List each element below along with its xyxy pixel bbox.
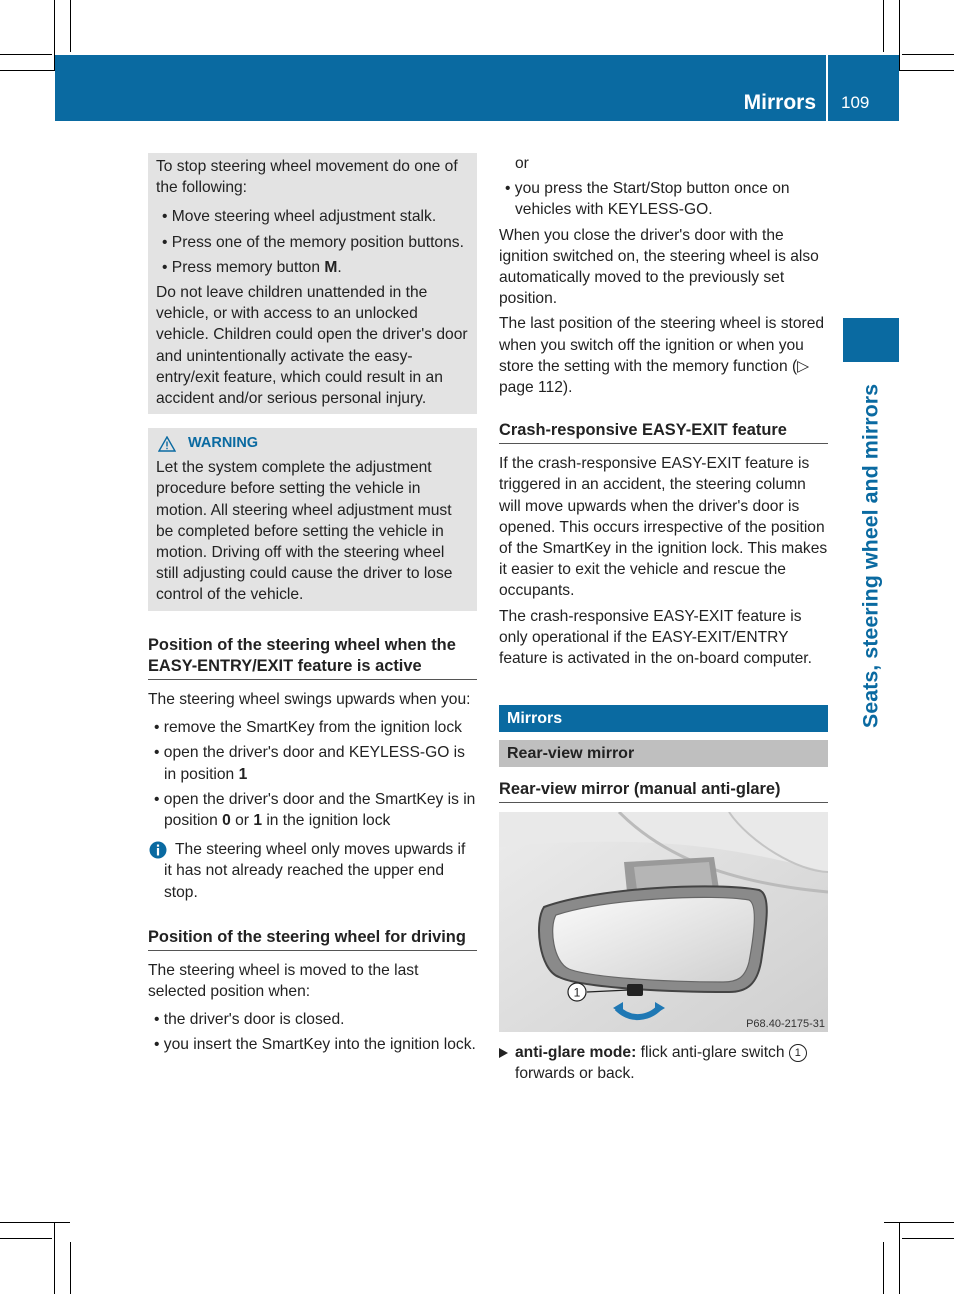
header-divider — [826, 55, 828, 121]
list-item: • remove the SmartKey from the ignition lock — [154, 719, 462, 737]
list-item: • open the driver's door and KEYLESS-GO is in position 1 — [154, 744, 465, 783]
page-header — [55, 55, 899, 121]
section-heading: Crash-responsive EASY-EXIT feature — [499, 420, 828, 444]
crop-mark — [0, 1222, 70, 1223]
crop-mark — [902, 1238, 954, 1239]
or-text: or — [515, 155, 529, 172]
info-text: The steering wheel only moves upwards if it has not already reached the upper end stop. — [164, 841, 466, 901]
list-item: • the driver's door is closed. — [154, 1011, 345, 1029]
paragraph: The crash-responsive EASY-EXIT feature is only operational if the EASY-EXIT/ENTRY feature is activated in the on-board computer. — [499, 607, 812, 668]
crop-mark — [0, 1238, 52, 1239]
figure-code: P68.40-2175-31 — [746, 1018, 825, 1031]
crop-mark — [0, 54, 52, 55]
step-arrow-icon — [499, 1048, 508, 1058]
right-column — [499, 153, 828, 1085]
chapter-title-text: Seats, steering wheel and mirrors — [858, 383, 883, 729]
crop-mark — [884, 1222, 954, 1223]
page-number: 109 — [841, 93, 870, 112]
info-note — [148, 839, 477, 903]
crop-mark — [899, 0, 900, 70]
figure-callout: 1 — [573, 985, 581, 1000]
caution-bullet: • Move steering wheel adjustment stalk. — [162, 208, 437, 226]
mirror-figure — [499, 812, 828, 1032]
page-section-title: Mirrors — [743, 91, 816, 114]
caution-bullet: • Press memory button M. — [162, 258, 342, 276]
crop-mark — [883, 1242, 884, 1294]
crop-mark — [70, 0, 71, 52]
warning-text: Let the system complete the adjustment procedure before setting the vehicle in motion. All steering wheel adjustment must be completed before setting the vehicle in motion. Driving off with the steering wheel still adjusting could cause the driver to lose control of the vehicle. — [156, 459, 453, 604]
chapter-title — [843, 370, 899, 742]
warning-box — [148, 428, 477, 611]
chapter-tab — [843, 318, 899, 362]
callout-number: 1 — [789, 1044, 807, 1062]
crop-mark — [883, 0, 884, 52]
instruction-step — [499, 1042, 828, 1084]
warning-triangle-icon — [158, 436, 176, 452]
crop-mark — [902, 54, 954, 55]
left-column — [148, 153, 477, 1060]
section-heading: Position of the steering wheel when the EASY-ENTRY/EXIT feature is active — [148, 635, 477, 680]
caution-text: Do not leave children unattended in the vehicle, or with access to an unlocked vehicle. Children could open the driver's door and unintentionally activate the easy-entry/exit feature, which could result in an accident and/or serious personal injury. — [156, 284, 468, 408]
caution-bullet: • Press one of the memory position buttons. — [162, 233, 464, 251]
info-icon — [149, 841, 167, 859]
section-heading: Position of the steering wheel for driving — [148, 927, 477, 951]
warning-heading — [156, 433, 469, 454]
subsection-bar: Rear-view mirror — [499, 740, 828, 767]
crop-mark — [54, 1222, 55, 1294]
paragraph: When you close the driver's door with the ignition switched on, the steering wheel is also automatically moved to the previously set position. — [499, 226, 819, 308]
rear-view-mirror-illustration — [499, 812, 828, 1032]
section-intro: The steering wheel is moved to the last selected position when: — [148, 961, 419, 1001]
caution-box — [148, 153, 477, 414]
list-item: • you press the Start/Stop button once on vehicles with KEYLESS-GO. — [505, 180, 790, 219]
paragraph: The last position of the steering wheel is stored when you switch off the ignition or when you store the setting with the memory function (▷ page 112). — [499, 315, 825, 397]
crop-mark — [899, 1222, 900, 1294]
list-item: • open the driver's door and the SmartKey is in position 0 or 1 in the ignition lock — [154, 790, 476, 830]
step-text: anti-glare mode: flick anti-glare switch 1 forwards or back. — [515, 1042, 828, 1084]
list-item: • you insert the SmartKey into the ignition lock. — [154, 1036, 476, 1054]
paragraph: If the crash-responsive EASY-EXIT feature is triggered in an accident, the steering column will move upwards when the driver's door is opened. This occurs irrespective of the position of the SmartKey in the ignition lock. This makes it easier to exit the vehicle and rescue the occupants. — [499, 455, 828, 600]
caution-intro: To stop steering wheel movement do one of the following: — [156, 158, 458, 197]
section-heading: Rear-view mirror (manual anti-glare) — [499, 779, 828, 803]
crop-mark — [70, 1242, 71, 1294]
section-intro: The steering wheel swings upwards when you: — [148, 691, 471, 708]
warning-label: WARNING — [188, 435, 259, 451]
section-bar: Mirrors — [499, 705, 828, 732]
